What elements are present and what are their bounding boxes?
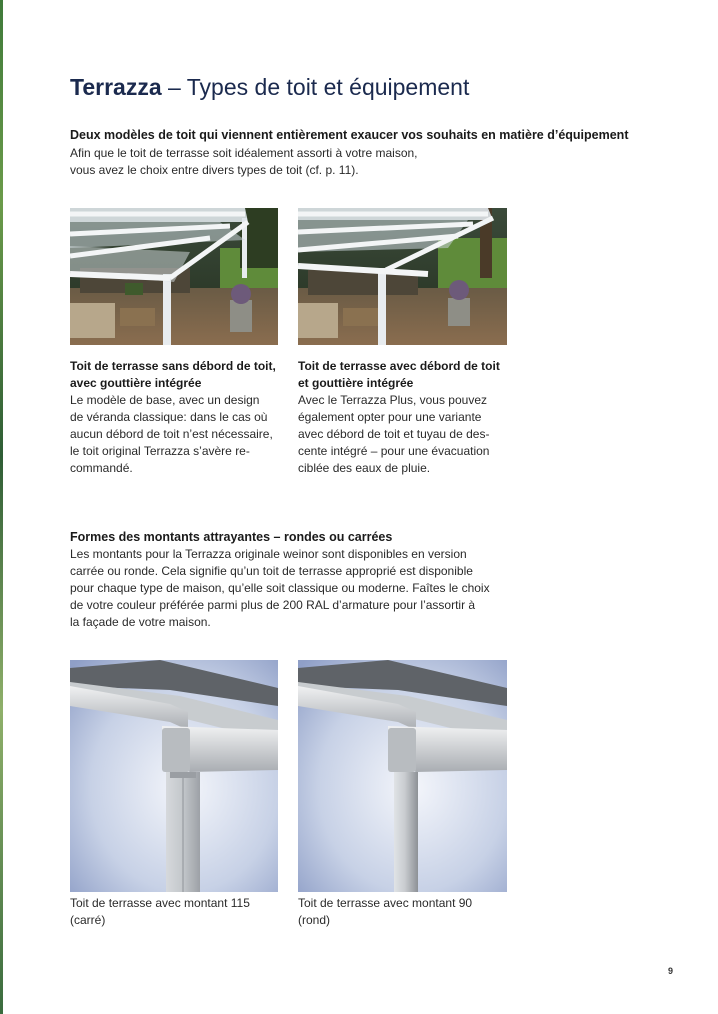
roof-type-card <box>70 358 276 477</box>
posts-line: carrée ou ronde. Cela signifie qu’un toit de terrasse approprié est disponible <box>70 564 473 578</box>
roof-type-text-line: également opter pour une variante <box>298 410 482 424</box>
photo-round-post <box>298 660 507 892</box>
roof-type-text-line: Le modèle de base, avec un design <box>70 393 260 407</box>
photo-roof-with-overhang <box>298 208 507 345</box>
roof-type-text-line: le toit original Terrazza s’avère re- <box>70 444 250 458</box>
roof-type-text-line: commandé. <box>70 461 133 475</box>
posts-line: Les montants pour la Terrazza originale weinor sont disponibles en version <box>70 547 467 561</box>
page-title-subtitle: – Types de toit et équipement <box>161 74 470 100</box>
posts-line: la façade de votre maison. <box>70 615 211 629</box>
roof-type-text-line: de véranda classique: dans le cas où <box>70 410 268 424</box>
post-caption <box>70 895 250 929</box>
terrace-scene-illustration <box>298 208 507 345</box>
posts-line: de votre couleur préférée parmi plus de 200 RAL d’armature pour l’assortir à <box>70 598 476 612</box>
intro-line: Afin que le toit de terrasse soit idéalement assorti à votre maison, <box>70 146 418 160</box>
roof-type-text-line: Avec le Terrazza Plus, vous pouvez <box>298 393 487 407</box>
intro-line: vous avez le choix entre divers types de toit (cf. p. 11). <box>70 163 359 177</box>
posts-line: pour chaque type de maison, qu’elle soit classique ou moderne. Faîtes le choix <box>70 581 490 595</box>
roof-type-text-line: cente intégré – pour une évacuation <box>298 444 490 458</box>
post-caption-line: Toit de terrasse avec montant 90 <box>298 896 473 910</box>
roof-type-title-line: et gouttière intégrée <box>298 376 414 390</box>
round-post-illustration <box>298 660 507 892</box>
page-edge-strip <box>0 0 3 1014</box>
posts-heading: Formes des montants attrayantes – rondes ou carrées <box>70 530 393 544</box>
page-title-brand: Terrazza <box>70 74 162 100</box>
roof-type-title-line: avec gouttière intégrée <box>70 376 202 390</box>
intro-heading: Deux modèles de toit qui viennent entièrement exaucer vos souhaits en matière d’équipement <box>70 128 629 142</box>
roof-type-text-line: avec débord de toit et tuyau de des- <box>298 427 490 441</box>
roof-type-title-line: Toit de terrasse sans débord de toit, <box>70 359 276 373</box>
roof-type-text-line: aucun débord de toit n’est nécessaire, <box>70 427 273 441</box>
photo-roof-without-overhang <box>70 208 278 345</box>
roof-type-text-line: ciblée des eaux de pluie. <box>298 461 431 475</box>
posts-paragraph <box>70 546 490 631</box>
photo-square-post <box>70 660 278 892</box>
intro-paragraph <box>70 145 418 179</box>
page-title <box>70 74 469 101</box>
page-number: 9 <box>668 966 674 976</box>
post-caption-line: Toit de terrasse avec montant 115 <box>70 896 250 910</box>
terrace-scene-illustration <box>70 208 278 345</box>
roof-type-title-line: Toit de terrasse avec débord de toit <box>298 359 500 373</box>
post-caption-line: (carré) <box>70 913 106 927</box>
post-caption-line: (rond) <box>298 913 331 927</box>
roof-type-card <box>298 358 500 477</box>
post-caption <box>298 895 472 929</box>
square-post-illustration <box>70 660 278 892</box>
